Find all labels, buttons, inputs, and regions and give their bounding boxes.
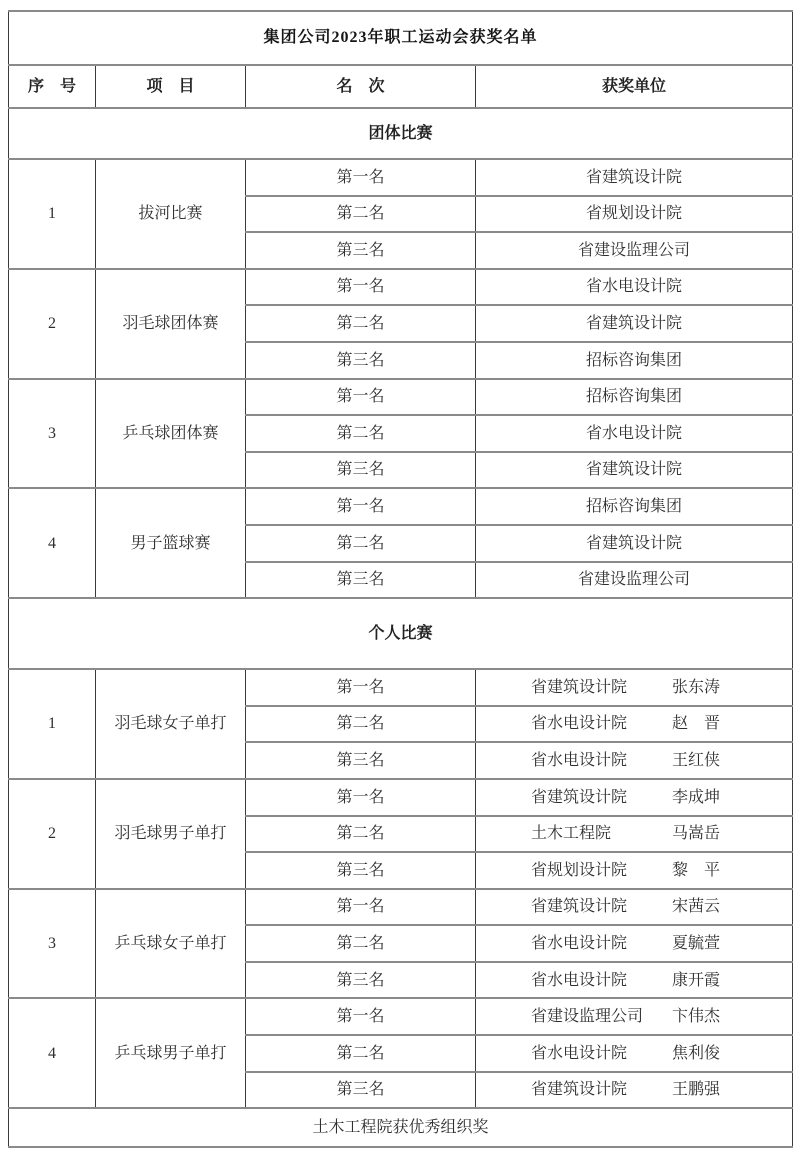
winner-unit: 省建筑设计院: [531, 898, 628, 916]
winner-unit: 省规划设计院: [531, 861, 628, 879]
rank-label: 第二名: [246, 816, 476, 853]
col-header-unit: 获奖单位: [476, 65, 793, 108]
winner-unit: 省建筑设计院: [476, 525, 793, 562]
winner-cell: [476, 852, 793, 889]
winner-unit: 省水电设计院: [476, 415, 793, 452]
winner-person: 卞伟杰: [672, 1008, 721, 1026]
rank-label: 第二名: [246, 196, 476, 233]
event-name: 羽毛球女子单打: [96, 669, 246, 779]
event-name: 乒乓球女子单打: [96, 889, 246, 999]
rank-label: 第一名: [246, 269, 476, 306]
rank-label: 第一名: [246, 669, 476, 706]
winner-unit: 省建设监理公司: [476, 562, 793, 599]
winner-cell: [476, 1072, 793, 1109]
winner-entry: [476, 1080, 792, 1099]
winner-unit: 省水电设计院: [531, 752, 628, 770]
event-number: 4: [9, 998, 96, 1108]
winner-unit: 省建筑设计院: [531, 788, 628, 806]
winner-unit: 土木工程院: [531, 825, 612, 843]
event-number: 1: [9, 159, 96, 269]
rank-label: 第二名: [246, 305, 476, 342]
rank-label: 第二名: [246, 706, 476, 743]
award-table: [8, 10, 793, 1148]
winner-person: 黎 平: [672, 861, 721, 879]
winner-cell: [476, 706, 793, 743]
winner-entry: [476, 1044, 792, 1063]
winner-unit: 省建设监理公司: [476, 232, 793, 269]
event-number: 3: [9, 889, 96, 999]
winner-person: 王红侠: [672, 752, 721, 770]
winner-cell: [476, 816, 793, 853]
winner-unit: 省建筑设计院: [531, 1081, 628, 1099]
winner-person: 李成坤: [672, 788, 721, 806]
winner-entry: [476, 1007, 792, 1026]
winner-entry: [476, 934, 792, 953]
event-number: 4: [9, 488, 96, 598]
winner-unit: 招标咨询集团: [476, 342, 793, 379]
winner-unit: 省水电设计院: [531, 934, 628, 952]
rank-label: 第一名: [246, 889, 476, 926]
winner-entry: [476, 861, 792, 880]
rank-label: 第二名: [246, 415, 476, 452]
winner-person: 王鹏强: [672, 1081, 721, 1099]
winner-cell: [476, 889, 793, 926]
winner-entry: [476, 751, 792, 770]
page-title: 集团公司2023年职工运动会获奖名单: [9, 11, 793, 65]
rank-label: 第一名: [246, 379, 476, 416]
col-header-rank: 名 次: [246, 65, 476, 108]
rank-label: 第三名: [246, 342, 476, 379]
winner-unit: 省建设监理公司: [531, 1008, 644, 1026]
rank-label: 第一名: [246, 159, 476, 196]
event-name: 乒乓球男子单打: [96, 998, 246, 1108]
winner-entry: [476, 788, 792, 807]
rank-label: 第三名: [246, 562, 476, 599]
winner-unit: 省水电设计院: [531, 1044, 628, 1062]
winner-person: 赵 晋: [672, 715, 721, 733]
winner-person: 宋茜云: [672, 898, 721, 916]
event-name: 羽毛球团体赛: [96, 269, 246, 379]
winner-unit: 省建筑设计院: [531, 678, 628, 696]
winner-cell: [476, 669, 793, 706]
rank-label: 第一名: [246, 779, 476, 816]
winner-person: 马嵩岳: [672, 825, 721, 843]
event-name: 拔河比赛: [96, 159, 246, 269]
winner-unit: 招标咨询集团: [476, 379, 793, 416]
rank-label: 第三名: [246, 232, 476, 269]
rank-label: 第三名: [246, 452, 476, 489]
rank-label: 第二名: [246, 925, 476, 962]
winner-cell: [476, 925, 793, 962]
col-header-event: 项 目: [96, 65, 246, 108]
winner-cell: [476, 742, 793, 779]
winner-unit: 招标咨询集团: [476, 488, 793, 525]
winner-entry: [476, 714, 792, 733]
winner-unit: 省建筑设计院: [476, 452, 793, 489]
winner-cell: [476, 1035, 793, 1072]
event-number: 3: [9, 379, 96, 489]
event-number: 1: [9, 669, 96, 779]
winner-entry: [476, 971, 792, 990]
rank-label: 第三名: [246, 852, 476, 889]
winner-unit: 省建筑设计院: [476, 305, 793, 342]
winner-unit: 省建筑设计院: [476, 159, 793, 196]
winner-cell: [476, 962, 793, 999]
rank-label: 第二名: [246, 525, 476, 562]
winner-person: 夏毓萱: [672, 934, 721, 952]
event-number: 2: [9, 779, 96, 889]
footer-note: 土木工程院获优秀组织奖: [9, 1108, 793, 1147]
rank-label: 第三名: [246, 1072, 476, 1109]
rank-label: 第一名: [246, 488, 476, 525]
event-name: 乒乓球团体赛: [96, 379, 246, 489]
winner-person: 焦利俊: [672, 1044, 721, 1062]
winner-cell: [476, 779, 793, 816]
winner-entry: [476, 678, 792, 697]
winner-unit: 省水电设计院: [476, 269, 793, 306]
rank-label: 第一名: [246, 998, 476, 1035]
event-name: 羽毛球男子单打: [96, 779, 246, 889]
col-header-no: 序 号: [9, 65, 96, 108]
winner-cell: [476, 998, 793, 1035]
section-header: 团体比赛: [9, 108, 793, 159]
rank-label: 第三名: [246, 742, 476, 779]
rank-label: 第二名: [246, 1035, 476, 1072]
winner-entry: [476, 897, 792, 916]
winner-unit: 省水电设计院: [531, 971, 628, 989]
event-name: 男子篮球赛: [96, 488, 246, 598]
winner-unit: 省规划设计院: [476, 196, 793, 233]
winner-entry: [476, 824, 792, 843]
section-header: 个人比赛: [9, 598, 793, 669]
winner-person: 康开霞: [672, 971, 721, 989]
winner-person: 张东涛: [672, 678, 721, 696]
winner-unit: 省水电设计院: [531, 715, 628, 733]
rank-label: 第三名: [246, 962, 476, 999]
event-number: 2: [9, 269, 96, 379]
